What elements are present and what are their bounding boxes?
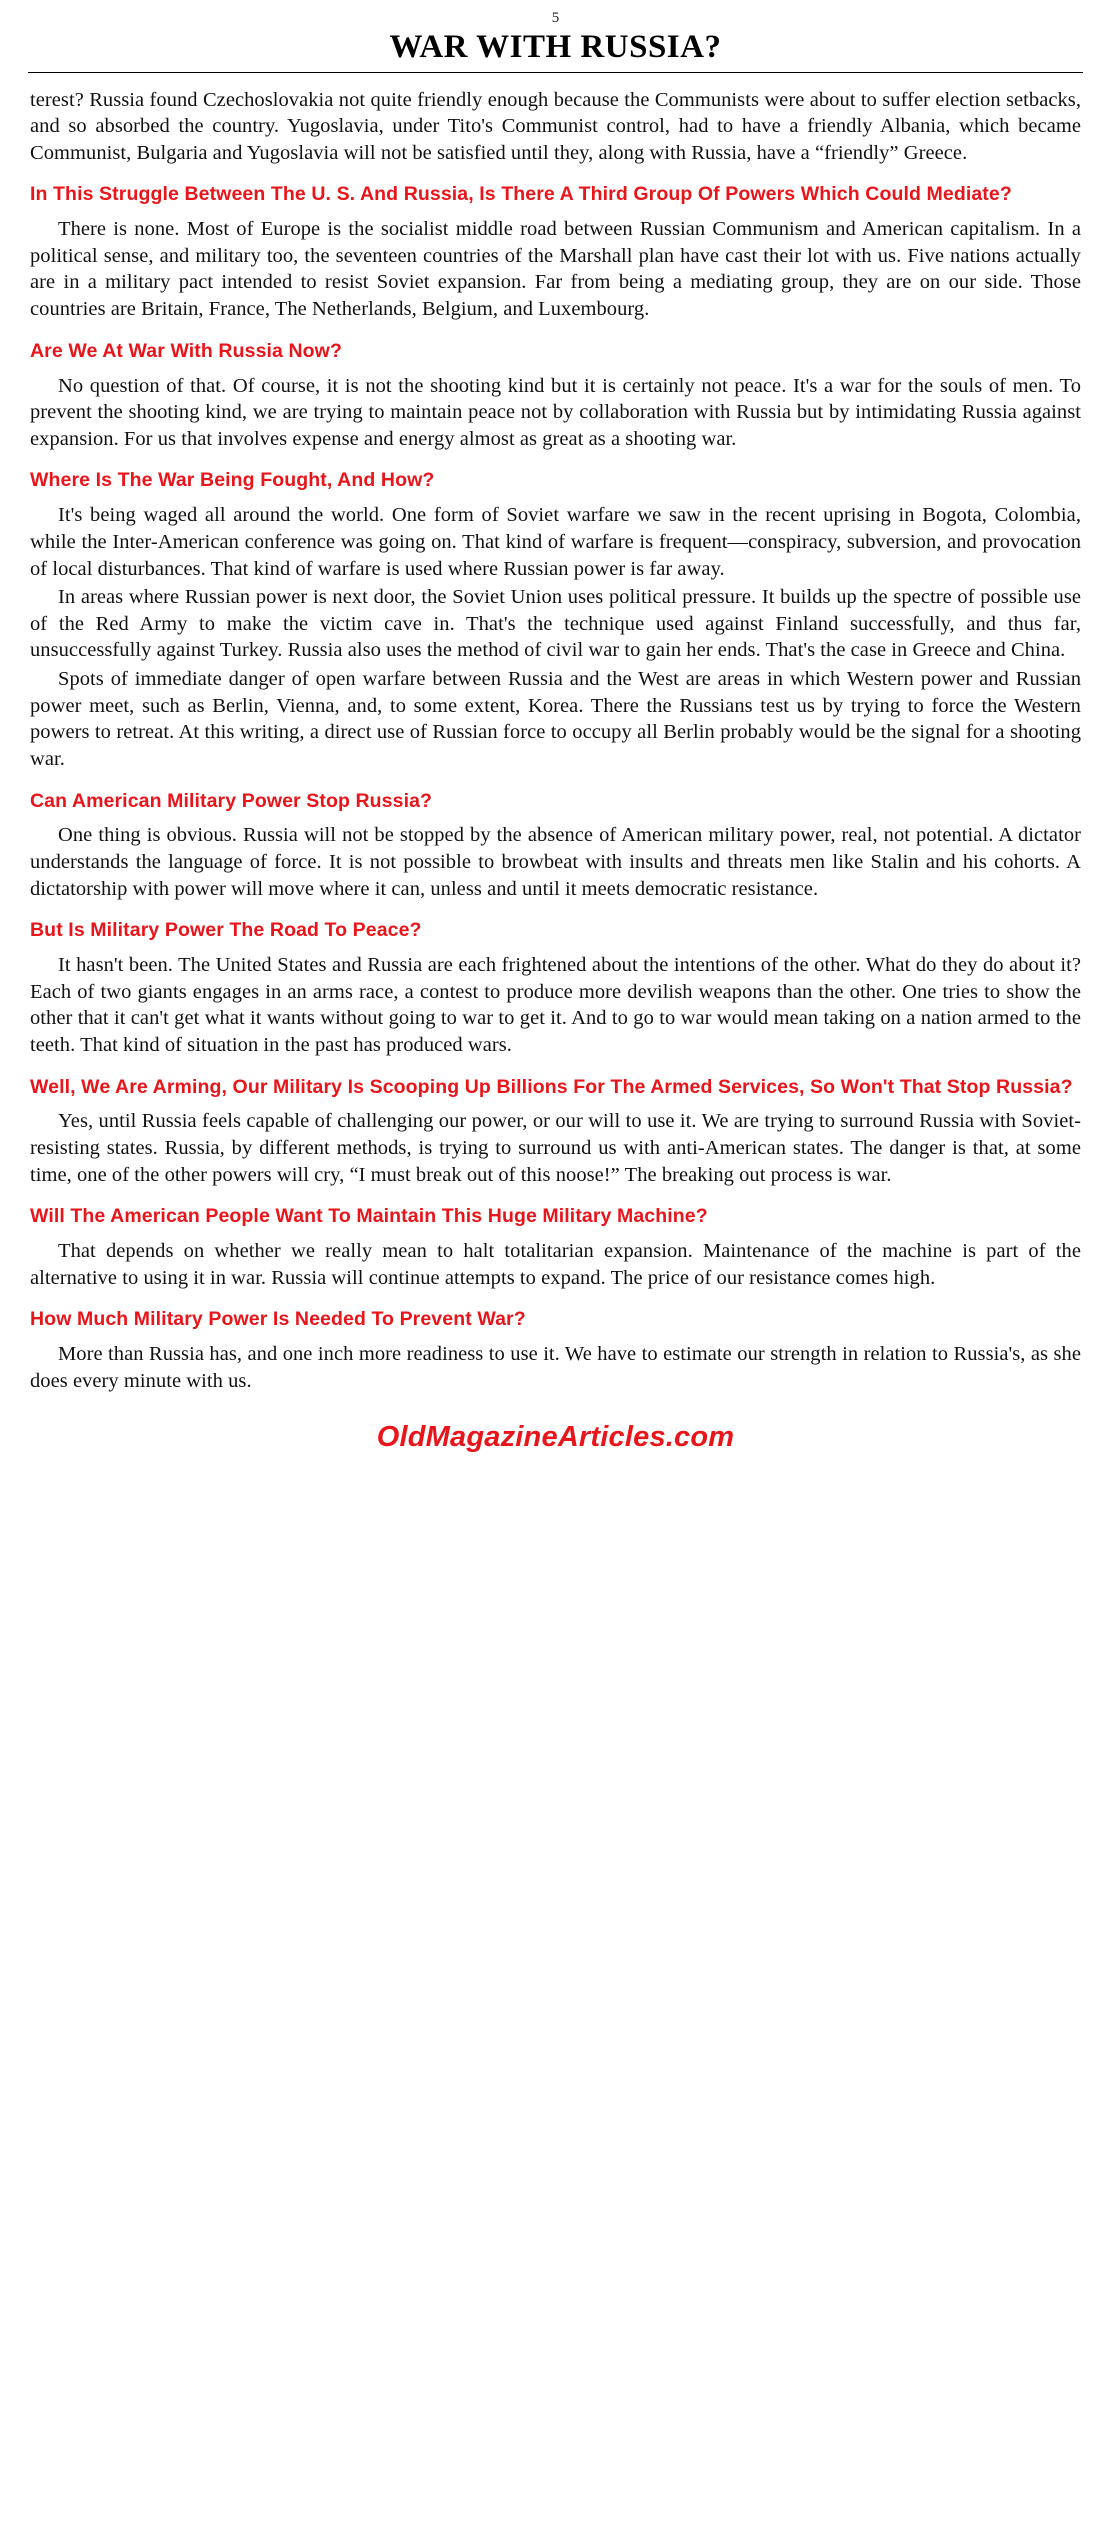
question-heading: Well, We Are Arming, Our Military Is Scooping Up Billions For The Armed Services, So Won't That Stop Russia? xyxy=(30,1075,1073,1098)
question-heading: In This Struggle Between The U. S. And Russia, Is There A Third Group Of Powers Which Could Mediate? xyxy=(30,183,1012,206)
answer-paragraph: Spots of immediate danger of open warfare between Russia and the West are areas in which Western power and Russian power meet, such as Berlin, Vienna, and, to some extent, Korea. There the Russians test us by trying to force the Western powers to retreat. At this writing, a direct use of Russian force to occupy all Berlin probably would be the signal for a shooting war. xyxy=(30,668,1081,771)
question-heading: Can American Military Power Stop Russia? xyxy=(30,789,433,812)
answer-paragraph: There is none. Most of Europe is the socialist middle road between Russian Communism and American capitalism. In a political sense, and military too, the seventeen countries of the Marshall plan have cast their lot with us. Five nations actually are in a military pact intended to resist Soviet expansion. Far from being a mediating group, they are on our side. Those countries are Britain, France, The Netherlands, Belgium, and Luxembourg. xyxy=(30,218,1081,321)
title-divider xyxy=(28,72,1083,73)
answer-paragraph: More than Russia has, and one inch more readiness to use it. We have to estimate our strength in relation to Russia's, as she does every minute with us. xyxy=(30,1343,1081,1392)
answer-paragraph: One thing is obvious. Russia will not be stopped by the absence of American military power, real, not potential. A dictator understands the language of force. It is not possible to browbeat with insults and threats men like Stalin and his cohorts. A dictatorship with power will move where it can, unless and until it meets democratic resistance. xyxy=(30,824,1081,900)
answer-paragraph: It hasn't been. The United States and Russia are each frightened about the intentions of the other. What do they do about it? Each of two giants engages in an arms race, a contest to produce more devilish weapons than the other. One tries to show the other that it can't get what it wants without going to war to get it. And to go to war would mean taking on a nation armed to the teeth. That kind of situation in the past has produced wars. xyxy=(30,954,1081,1057)
answer-paragraph: In areas where Russian power is next door, the Soviet Union uses political pressure. It builds up the spectre of possible use of the Red Army to make the victim cave in. That's the technique used against Finland successfully, and thus far, unsuccessfully against Turkey. Russia also uses the method of civil war to gain her ends. That's the case in Greece and China. xyxy=(30,586,1081,662)
question-heading: But Is Military Power The Road To Peace? xyxy=(30,919,422,942)
answer-paragraph: Yes, until Russia feels capable of challenging our power, or our will to use it. We are trying to surround Russia with Soviet-resisting states. Russia, by different methods, is trying to surround us with anti-American states. The danger is that, at some time, one of the other powers will cry, “I must break out of this noose!” The breaking out process is war. xyxy=(30,1110,1081,1186)
site-name[interactable]: OldMagazineArticles.com xyxy=(376,1420,735,1453)
answer-paragraph: It's being waged all around the world. One form of Soviet warfare we saw in the recent uprising in Bogota, Colombia, while the Inter-American conference was going on. That kind of warfare is frequent—conspiracy, subversion, and provocation of local disturbances. That kind of warfare is used where Russian power is far away. xyxy=(30,504,1081,580)
site-footer xyxy=(28,1421,1083,1454)
page-number: 5 xyxy=(551,10,560,26)
answer-paragraph: No question of that. Of course, it is not the shooting kind but it is certainly not peace. It's a war for the souls of men. To prevent the shooting kind, we are trying to maintain peace not by collaboration with Russia but by intimidating Russia against expansion. For us that involves expense and energy almost as great as a shooting war. xyxy=(30,374,1081,450)
question-heading: Are We At War With Russia Now? xyxy=(30,339,342,362)
question-heading: How Much Military Power Is Needed To Prevent War? xyxy=(30,1308,526,1331)
intro-paragraph: terest? Russia found Czechoslovakia not quite friendly enough because the Communists were about to suffer election setbacks, and so absorbed the country. Yugoslavia, under Tito's Communist control, had to have a friendly Albania, which became Communist, Bulgaria and Yugoslavia will not be satisfied until they, along with Russia, have a “friendly” Greece. xyxy=(30,88,1081,164)
question-heading: Where Is The War Being Fought, And How? xyxy=(30,469,435,492)
article-body xyxy=(28,87,1083,1395)
page-title: WAR WITH RUSSIA? xyxy=(389,28,722,65)
answer-paragraph: That depends on whether we really mean to halt totalitarian expansion. Maintenance of the machine is part of the alternative to using it in war. Russia will continue attempts to expand. The price of our resistance comes high. xyxy=(30,1240,1081,1289)
question-heading: Will The American People Want To Maintain This Huge Military Machine? xyxy=(30,1205,708,1228)
